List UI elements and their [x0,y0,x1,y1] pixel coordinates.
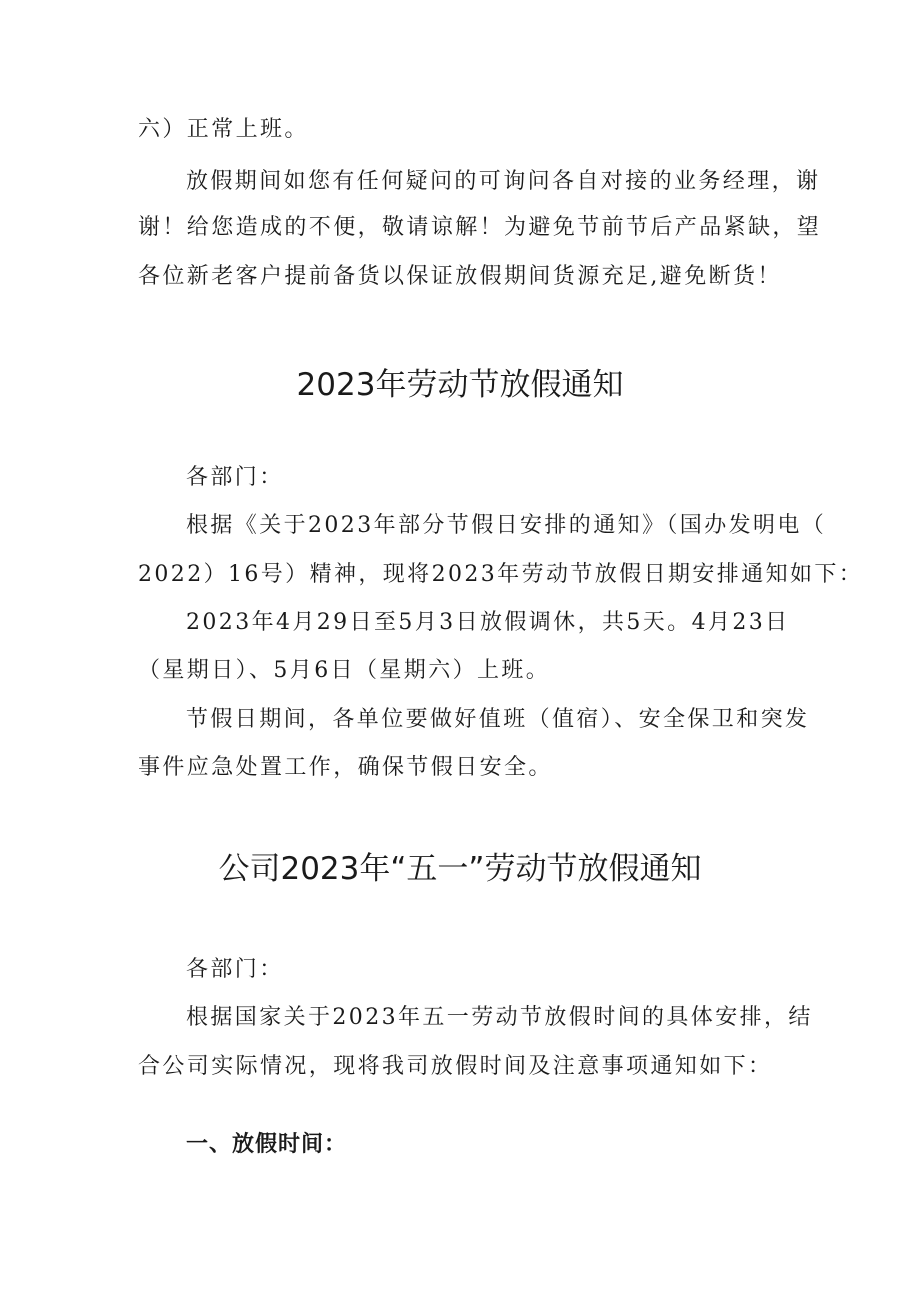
paragraph-line: 根据《关于2023年部分节假日安排的通知》（国办发明电（ [186,513,827,538]
paragraph-line: 2023年4月29日至5月3日放假调休，共5天。4月23日 [186,610,790,635]
paragraph-line: （星期日）、5月6日（星期六）上班。 [138,658,551,683]
salutation: 各部门： [186,465,284,490]
paragraph-line: 谢！给您造成的不便，敬请谅解！为避免节前节后产品紧缺，望 [138,215,822,240]
paragraph-line: 2022）16号）精神，现将2023年劳动节放假日期安排通知如下： [138,562,864,587]
salutation: 各部门： [186,957,284,982]
paragraph-line: 六）正常上班。 [138,117,309,142]
paragraph-line: 节假日期间，各单位要做好值班（值宿）、安全保卫和突发 [186,707,810,732]
paragraph-line: 各位新老客户提前备货以保证放假期间货源充足,避免断货！ [138,264,782,289]
paragraph-line: 根据国家关于2023年五一劳动节放假时间的具体安排，结 [186,1005,813,1030]
paragraph-line: 事件应急处置工作，确保节假日安全。 [138,755,553,780]
paragraph-line: 合公司实际情况，现将我司放假时间及注意事项通知如下： [138,1054,773,1079]
notice-title: 2023年劳动节放假通知 [296,367,624,403]
notice-title: 公司2023年“五一”劳动节放假通知 [218,851,702,887]
paragraph-line: 放假期间如您有任何疑问的可询问各自对接的业务经理，谢 [186,169,821,194]
section-heading: 一、放假时间： [186,1132,348,1157]
